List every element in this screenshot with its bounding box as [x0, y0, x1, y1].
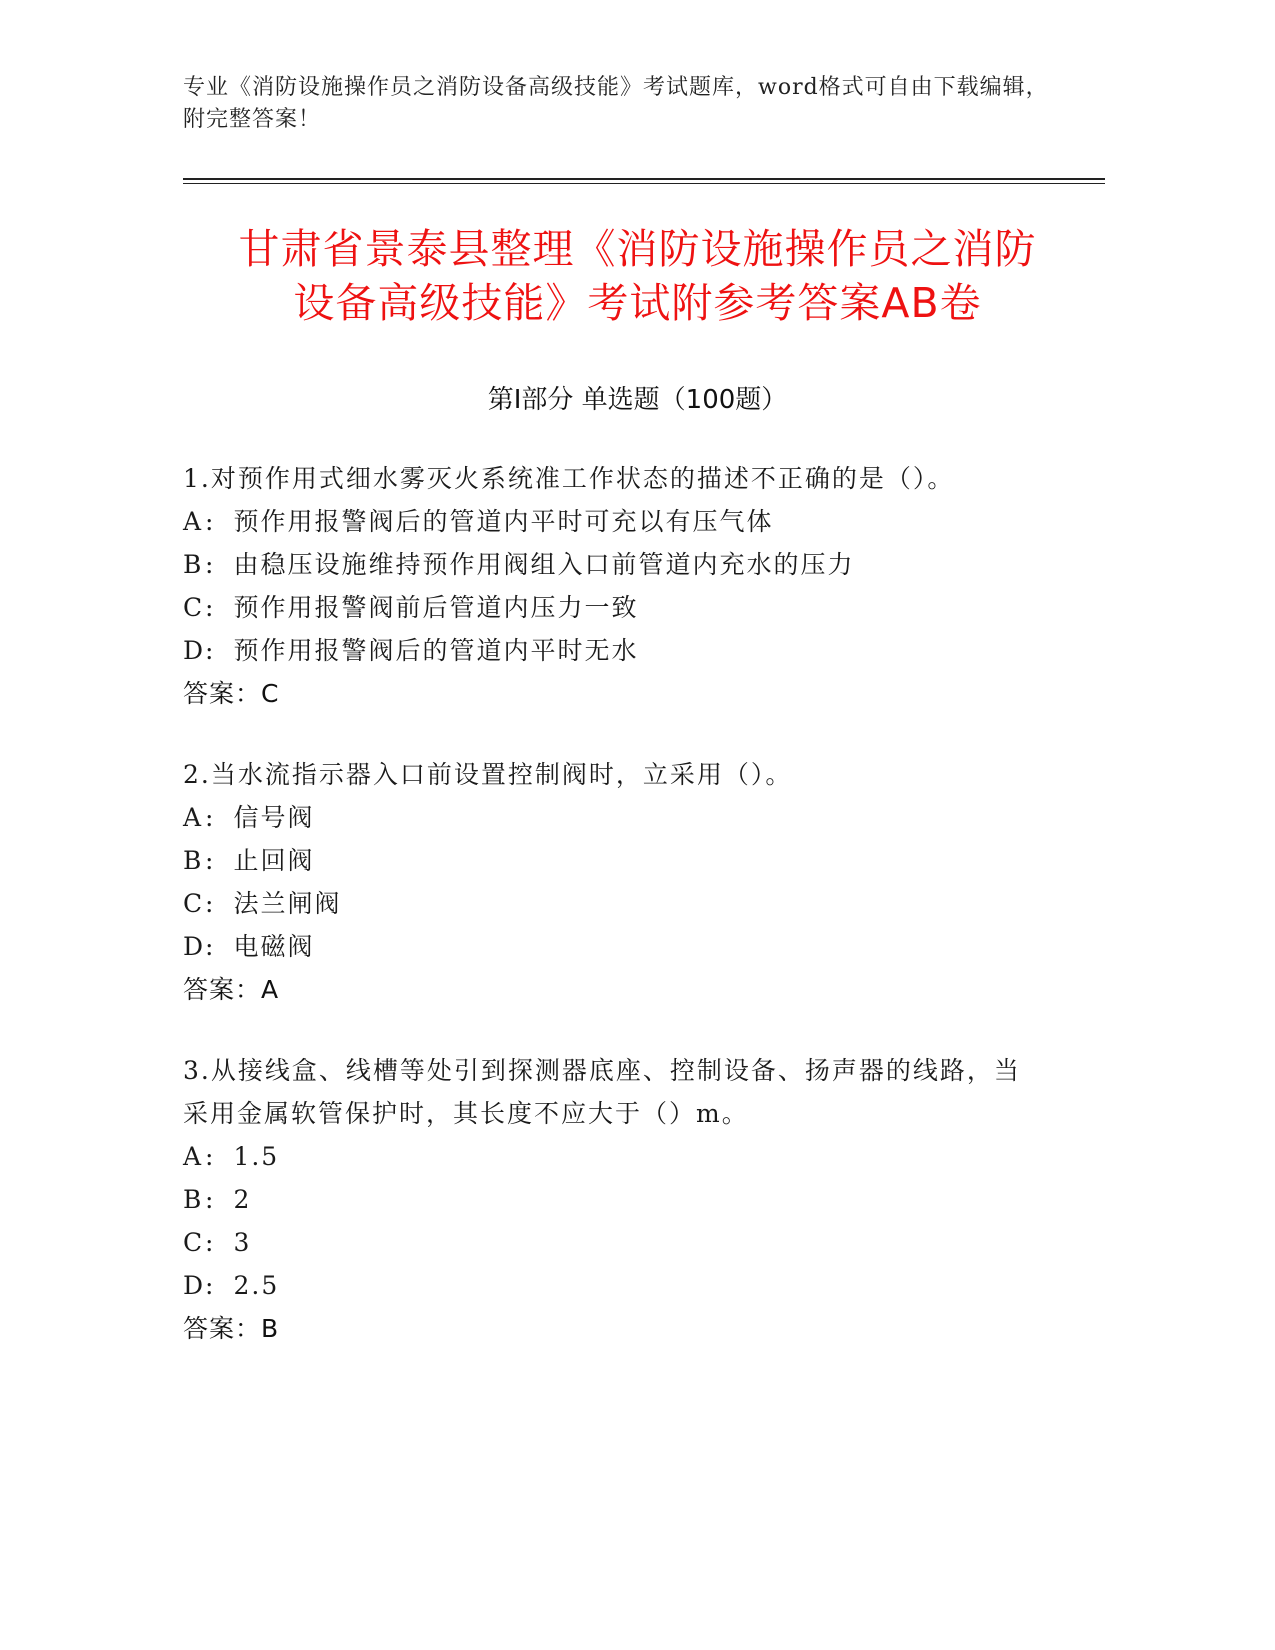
option-letter: A [183, 1142, 204, 1171]
option-letter: B [183, 846, 204, 875]
answer-key: 答案：C [183, 679, 280, 708]
option-text: 1.5 [233, 1142, 280, 1171]
option-b [183, 1178, 1043, 1221]
option-b [183, 543, 1043, 586]
option-separator: : [205, 636, 216, 665]
option-d [183, 1264, 1043, 1307]
header-rule-thick [183, 178, 1105, 180]
option-d [183, 925, 1043, 968]
option-text: 2 [233, 1185, 252, 1214]
option-text: 信号阀 [233, 803, 315, 832]
option-d [183, 629, 1043, 672]
option-text: 止回阀 [233, 846, 315, 875]
option-letter: A [183, 507, 204, 536]
option-separator: : [205, 889, 216, 918]
option-separator: : [205, 507, 216, 536]
option-separator: : [205, 1271, 216, 1300]
option-separator: : [205, 846, 216, 875]
option-text: 预作用报警阀后的管道内平时可充以有压气体 [233, 507, 774, 536]
option-letter: B [183, 550, 204, 579]
answer-key: 答案：B [183, 1314, 280, 1343]
option-letter: C [183, 593, 205, 622]
header-rule-thin [183, 183, 1105, 184]
option-text: 预作用报警阀前后管道内压力一致 [233, 593, 639, 622]
option-letter: B [183, 1185, 204, 1214]
option-separator: : [205, 932, 216, 961]
option-letter: A [183, 803, 204, 832]
option-c [183, 1221, 1043, 1264]
option-a [183, 796, 1043, 839]
option-text: 预作用报警阀后的管道内平时无水 [233, 636, 639, 665]
option-separator: : [205, 1142, 216, 1171]
question-list [183, 457, 1043, 1388]
option-a [183, 1135, 1043, 1178]
question-1 [183, 457, 1043, 715]
option-c [183, 586, 1043, 629]
question-stem: 1.对预作用式细水雾灭火系统准工作状态的描述不正确的是（）。 [183, 464, 955, 493]
option-separator: : [205, 550, 216, 579]
option-letter: C [183, 889, 205, 918]
header-note: 专业《消防设施操作员之消防设备高级技能》考试题库，word格式可自由下载编辑，附完整答案！ [183, 75, 1049, 132]
option-c [183, 882, 1043, 925]
question-2 [183, 753, 1043, 1011]
option-text: 电磁阀 [233, 932, 315, 961]
answer-key: 答案：A [183, 975, 280, 1004]
document-title-line-1: 甘肃省景泰县整理《消防设施操作员之消防 [238, 225, 1037, 273]
option-b [183, 839, 1043, 882]
option-text: 由稳压设施维持预作用阀组入口前管道内充水的压力 [233, 550, 855, 579]
section-heading: 第Ⅰ部分 单选题（100题） [487, 385, 788, 415]
document-title [150, 222, 1125, 330]
option-a [183, 500, 1043, 543]
option-letter: D [183, 932, 206, 961]
option-letter: C [183, 1228, 205, 1257]
question-stem: 2.当水流指示器入口前设置控制阀时，立采用（）。 [183, 760, 793, 789]
option-text: 3 [233, 1228, 252, 1257]
option-letter: D [183, 636, 206, 665]
option-separator: : [205, 1185, 216, 1214]
option-separator: : [205, 593, 216, 622]
option-separator: : [205, 803, 216, 832]
option-letter: D [183, 1271, 206, 1300]
option-text: 2.5 [233, 1271, 280, 1300]
question-stem: 3.从接线盒、线槽等处引到探测器底座、控制设备、扬声器的线路，当采用金属软管保护时，其长度不应大于（）m。 [183, 1056, 1021, 1128]
option-separator: : [205, 1228, 216, 1257]
document-title-line-2: 设备高级技能》考试附参考答案AB卷 [293, 279, 982, 327]
question-3 [183, 1049, 1043, 1350]
option-text: 法兰闸阀 [233, 889, 342, 918]
